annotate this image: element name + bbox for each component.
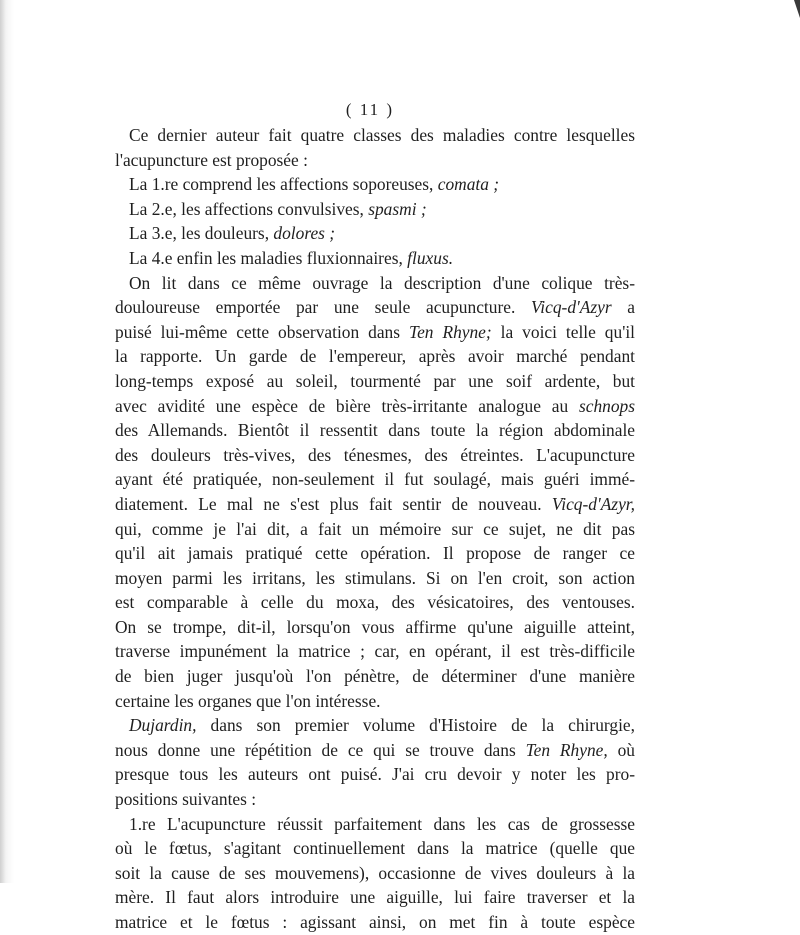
text-line: long-temps exposé au soleil, tourmenté par une soif ardente, but xyxy=(115,370,635,391)
text-line: On lit dans ce même ouvrage la description d'une colique très- xyxy=(129,272,635,293)
text-line xyxy=(115,172,635,197)
text-line: des Allemands. Bientôt il ressentit dans toute la région abdominale xyxy=(115,420,635,441)
text-line: 1.re L'acupuncture réussit parfaitement dans les cas de grossesse xyxy=(129,813,635,834)
text-line: certaine les organes que l'on intéresse. xyxy=(115,690,381,711)
text-run: La 1.re comprend les affections soporeuses, xyxy=(129,174,438,195)
italic-term: Vicq-d'Azyr, xyxy=(551,493,635,514)
text-run: où xyxy=(607,739,635,760)
italic-term: spasmi ; xyxy=(368,198,427,219)
italic-term: schnops xyxy=(578,395,635,416)
page-number: ( 11 ) xyxy=(345,100,395,119)
text-line xyxy=(115,492,635,517)
text-run: La 4.e enfin les maladies fluxionnaires, xyxy=(129,247,408,268)
text-line: matrice et le fœtus : agissant ainsi, on met fin à toute espèce xyxy=(115,912,635,932)
text-line: la rapporte. Un garde de l'empereur, après avoir marché pendant xyxy=(115,346,635,367)
text-line: où le fœtus, s'agitant continuellement dans la matrice (quelle que xyxy=(115,838,635,859)
italic-term: Dujardin, xyxy=(129,715,197,736)
italic-term: Ten Rhyne; xyxy=(409,321,492,342)
text-line xyxy=(115,738,635,763)
text-run: a xyxy=(611,297,635,318)
text-run: puisé lui-même cette observation dans xyxy=(115,321,409,342)
text-line: est comparable à celle du moxa, des vésicatoires, des ventouses. xyxy=(115,592,635,613)
text-line xyxy=(115,246,635,271)
body-text xyxy=(115,123,635,935)
text-run: La 2.e, les affections convulsives, xyxy=(129,198,369,219)
text-line: presque tous les auteurs ont puisé. J'ai cru devoir y noter les pro- xyxy=(115,764,635,785)
text-line: moyen parmi les irritans, les stimulans. Si on l'en croit, son action xyxy=(115,567,635,588)
text-run: douloureuse emportée par une seule acupuncture. xyxy=(115,297,531,318)
text-line xyxy=(115,320,635,345)
text-run: avec avidité une espèce de bière très-irritante analogue au xyxy=(115,395,579,416)
text-run: la voici telle qu'il xyxy=(491,321,635,342)
text-line xyxy=(115,394,635,419)
page-corner-mark xyxy=(794,0,800,18)
text-run: diatement. Le mal ne s'est plus fait sentir de nouveau. xyxy=(115,493,552,514)
text-line xyxy=(115,221,635,246)
italic-term: comata ; xyxy=(437,174,500,195)
text-line: Ce dernier auteur fait quatre classes des maladies contre lesquelles xyxy=(129,125,635,145)
text-line: positions suivantes : xyxy=(115,789,257,810)
text-run: nous donne une répétition de ce qui se trouve dans xyxy=(115,739,526,760)
text-line: qu'il ait jamais pratiqué cette opération. Il propose de ranger ce xyxy=(115,543,635,564)
text-line xyxy=(115,295,635,320)
text-line: mère. Il faut alors introduire une aiguille, lui faire traverser et la xyxy=(115,887,635,908)
text-run: dans son premier volume d'Histoire de la chirurgie, xyxy=(196,715,635,736)
text-line: soit la cause de ses mouvemens), occasionne de vives douleurs à la xyxy=(115,862,635,883)
text-run: La 3.e, les douleurs, xyxy=(129,223,274,244)
text-line: des douleurs très-vives, des ténesmes, des étreintes. L'acupuncture xyxy=(115,444,635,465)
text-line xyxy=(115,197,635,222)
text-line: ayant été pratiquée, non-seulement il fut soulagé, mais guéri immé- xyxy=(115,469,635,490)
text-line xyxy=(115,713,635,738)
italic-term: Vicq-d'Azyr xyxy=(530,297,612,318)
text-line: l'acupuncture est proposée : xyxy=(115,149,308,170)
text-line: traverse impunément la matrice ; car, en opérant, il est très-difficile xyxy=(115,641,635,662)
text-line: qui, comme je l'ai dit, a fait un mémoire sur ce sujet, ne dit pas xyxy=(115,518,635,539)
text-line: On se trompe, dit-il, lorsqu'on vous affirme qu'une aiguille atteint, xyxy=(115,616,635,637)
italic-term: fluxus. xyxy=(407,247,454,268)
italic-term: Ten Rhyne, xyxy=(525,739,608,760)
italic-term: dolores ; xyxy=(273,223,336,244)
text-line: de bien juger jusqu'où l'on pénètre, de déterminer d'une manière xyxy=(115,666,635,687)
